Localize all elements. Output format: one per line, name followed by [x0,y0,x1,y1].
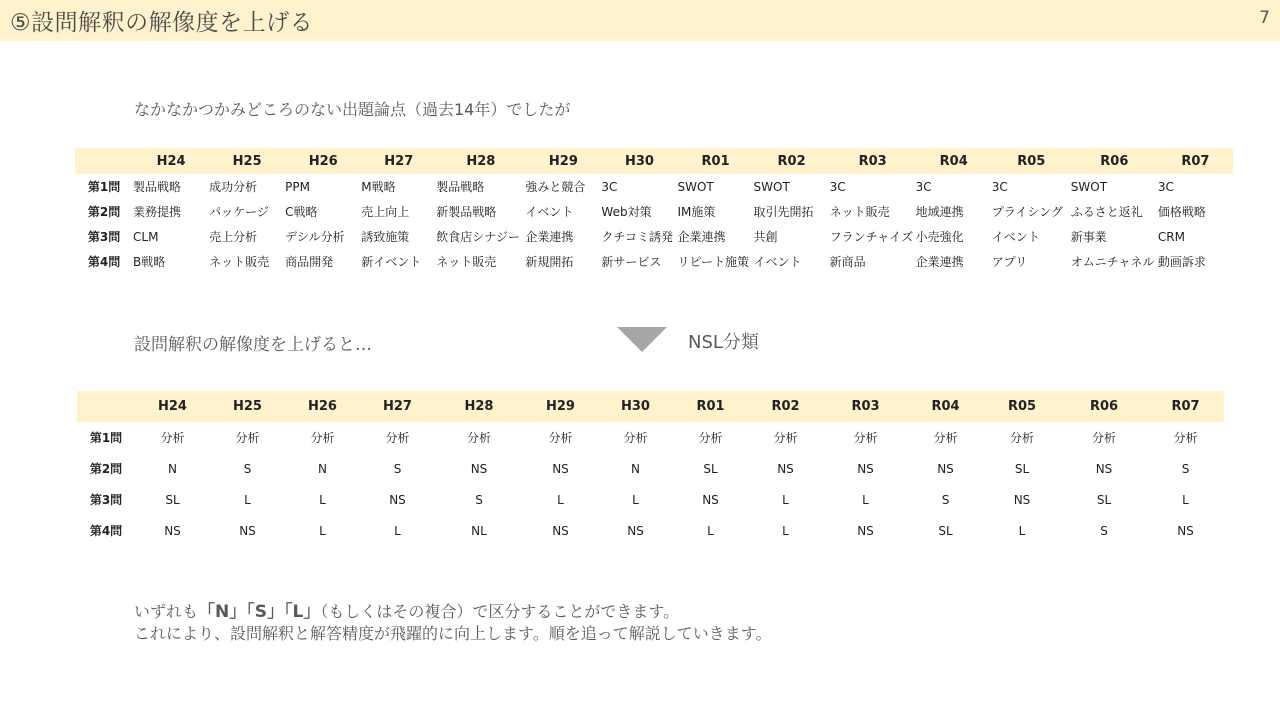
table-cell: ネット販売 [209,255,270,269]
table-cell: 分析 [235,431,260,445]
table-cell: NS [470,461,488,476]
question-label: 第2問 [87,205,121,219]
column-header: H29 [546,399,575,414]
nsl-table-header-row [77,391,1224,422]
table-row [77,453,1224,484]
column-header: R06 [1089,399,1119,414]
table-cell: C戦略 [285,205,318,219]
column-header: H30 [621,399,650,414]
column-header: R01 [696,399,725,414]
table-cell: 地域連携 [915,205,964,219]
column-header: R05 [1017,153,1046,169]
table-cell: 飲食店シナジー [436,230,521,244]
bottom-line1-suffix: （もしくはその複合）で区分することができます。 [320,602,680,621]
slide-title: ⑤設問解釈の解像度を上げる [10,10,314,36]
table-cell: イベント [753,255,802,269]
column-header: H25 [233,399,262,414]
table-cell: 新イベント [361,255,422,269]
question-label: 第3問 [87,230,121,244]
table-cell: 製品戦略 [436,180,485,194]
mid-text: 設問解釈の解像度を上げると… [134,335,372,355]
slide-header [0,0,1280,41]
table-cell: SL [1096,492,1112,507]
page-number: 7 [1259,8,1270,28]
question-label: 第4問 [89,524,123,538]
table-cell: 誘致施策 [361,230,410,244]
table-cell: 共創 [753,230,778,244]
bottom-line-1 [134,601,771,623]
table-cell: L [1018,523,1026,538]
table-cell: フランチャイズ [829,230,914,244]
column-header: R03 [858,153,887,169]
table-cell: 新サービス [601,255,662,269]
table-row [75,199,1233,224]
table-cell: NS [857,523,874,538]
question-label: 第2問 [89,462,123,476]
table-cell: 売上向上 [361,205,410,219]
nsl-table [77,391,1224,546]
table-cell: S [941,492,950,507]
table-cell: NS [1095,461,1113,476]
table-cell: リピート施策 [677,255,750,269]
table-cell: 業務提携 [133,205,182,219]
table-cell: 分析 [548,431,573,445]
table-cell: パッケージ [209,205,269,219]
table-cell: 分析 [466,431,491,445]
table-cell: 新製品戦略 [436,205,497,219]
table-cell: PPM [285,179,310,194]
nsl-table-body [77,422,1224,546]
table-cell: アプリ [991,255,1028,269]
question-label: 第4問 [87,255,121,269]
n-label: 「N」 [198,602,247,622]
down-arrow-icon [617,327,667,352]
table-cell: SL [938,523,953,538]
column-header: H27 [383,399,412,414]
question-label: 第3問 [89,493,123,507]
table-cell: 動画訴求 [1157,255,1206,269]
column-header: R03 [851,399,880,414]
table-cell: プライシング [991,205,1063,219]
table-row [77,515,1224,546]
table-cell: SWOT [677,179,714,194]
table-cell: S [393,461,402,476]
table-cell: Web対策 [601,205,652,219]
table-cell: IM施策 [677,205,716,219]
column-header: R01 [701,153,730,169]
table-cell: NS [552,523,569,538]
column-header: H24 [158,399,187,414]
table-cell: L [557,492,564,507]
question-label: 第1問 [87,180,121,194]
table-cell: 3C [991,179,1008,194]
table-cell: 商品開発 [285,255,334,269]
table-cell: 分析 [1009,431,1034,445]
table-cell: クチコミ誘発 [601,230,673,244]
table-cell: イベント [991,230,1040,244]
table-cell: 3C [915,179,932,194]
table-cell: 強みと競合 [525,180,586,194]
table-row [77,422,1224,453]
table-row [75,174,1233,199]
table-cell: NS [389,492,406,507]
table-cell: SL [703,461,718,476]
topic-table [75,148,1233,274]
intro-text: なかなかつかみどころのない出題論点（過去14年）でしたが [134,100,571,119]
table-cell: NS [702,492,719,507]
table-cell: SWOT [753,179,790,194]
nsl-label: NSL分類 [688,332,759,353]
table-cell: N [318,461,327,476]
table-cell: 小売強化 [915,230,964,244]
bottom-line-2: これにより、設問解釈と解答精度が飛躍的に向上します。順を追って解説していきます。 [134,624,772,643]
table-cell: NS [239,523,256,538]
column-header: H24 [156,153,186,169]
table-cell: ふるさと返礼 [1070,205,1143,219]
table-cell: 企業連携 [525,230,574,244]
table-cell: N [168,461,177,476]
header-corner-cell [77,391,135,422]
table-cell: NS [857,461,874,476]
table-cell: 分析 [623,431,648,445]
table-cell: S [1181,461,1190,476]
table-row [75,224,1233,249]
table-cell: 企業連携 [677,230,726,244]
header-corner-cell [75,148,133,174]
table-cell: L [244,492,251,507]
table-cell: 製品戦略 [133,180,182,194]
table-cell: CLM [133,229,159,244]
table-cell: S [1100,523,1108,538]
table-cell: L [707,523,714,538]
table-cell: 新商品 [829,255,866,269]
table-cell: NS [937,461,954,476]
l-label: 「L」 [284,602,321,622]
table-cell: NS [777,461,794,476]
table-cell: ネット販売 [829,205,890,219]
s-label: 「S」 [246,602,284,622]
table-cell: 分析 [310,431,335,445]
table-cell: 3C [829,179,846,194]
table-cell: NS [1013,492,1031,507]
table-cell: 分析 [160,431,185,445]
table-row [75,249,1233,274]
table-cell: L [319,523,326,538]
table-cell: オムニチャネル [1070,255,1155,269]
table-cell: 分析 [1091,431,1116,445]
table-cell: SWOT [1070,179,1108,194]
table-cell: イベント [525,205,574,219]
table-cell: N [631,461,640,476]
column-header: H27 [384,153,414,169]
question-label: 第1問 [89,431,123,445]
column-header: R02 [771,399,800,414]
table-cell: 売上分析 [209,230,258,244]
table-cell: 分析 [933,431,958,445]
table-cell: L [782,523,789,538]
table-cell: 企業連携 [915,255,964,269]
table-cell: L [862,492,869,507]
table-cell: M戦略 [361,180,396,194]
table-cell: 新規開拓 [525,255,574,269]
column-header: H26 [308,153,338,169]
table-cell: 分析 [1173,431,1198,445]
bottom-text [134,601,771,645]
table-cell: S [243,461,252,476]
table-cell: L [319,492,326,507]
column-header: R07 [1171,399,1200,414]
table-cell: 取引先開拓 [753,205,814,219]
table-cell: 分析 [385,431,410,445]
table-cell: B戦略 [133,255,166,269]
column-header: H25 [232,153,262,169]
column-header: H26 [308,399,337,414]
table-cell: NL [471,523,487,538]
topic-table-body [75,174,1233,274]
table-cell: S [475,492,483,507]
column-header: R06 [1100,153,1129,169]
table-cell: SL [165,492,180,507]
table-cell: SL [1014,461,1030,476]
column-header: R07 [1181,153,1210,169]
table-cell: 価格戦略 [1157,205,1206,219]
table-cell: NS [552,461,569,476]
table-cell: 分析 [773,431,798,445]
table-cell: デシル分析 [285,230,345,244]
table-cell: CRM [1157,229,1185,244]
table-cell: 分析 [698,431,723,445]
column-header: H30 [624,153,654,169]
column-header: H28 [464,399,494,414]
column-header: R02 [777,153,806,169]
topic-table-header-row [75,148,1233,174]
table-cell: L [1182,492,1189,507]
table-cell: 新事業 [1070,230,1107,244]
column-header: H28 [466,153,496,169]
column-header: R05 [1007,399,1037,414]
table-cell: ネット販売 [436,255,497,269]
bottom-line1-prefix: いずれも [134,602,199,621]
column-header: R04 [939,153,968,169]
table-cell: 3C [601,179,618,194]
table-cell: 分析 [853,431,878,445]
table-cell: L [782,492,789,507]
table-cell: 3C [1157,179,1174,194]
table-cell: NS [627,523,644,538]
column-header: H29 [548,153,578,169]
table-row [77,484,1224,515]
table-cell: NS [1177,523,1194,538]
table-cell: L [632,492,639,507]
table-cell: NS [164,523,181,538]
table-cell: L [394,523,401,538]
table-cell: 成功分析 [209,180,258,194]
column-header: R04 [931,399,960,414]
